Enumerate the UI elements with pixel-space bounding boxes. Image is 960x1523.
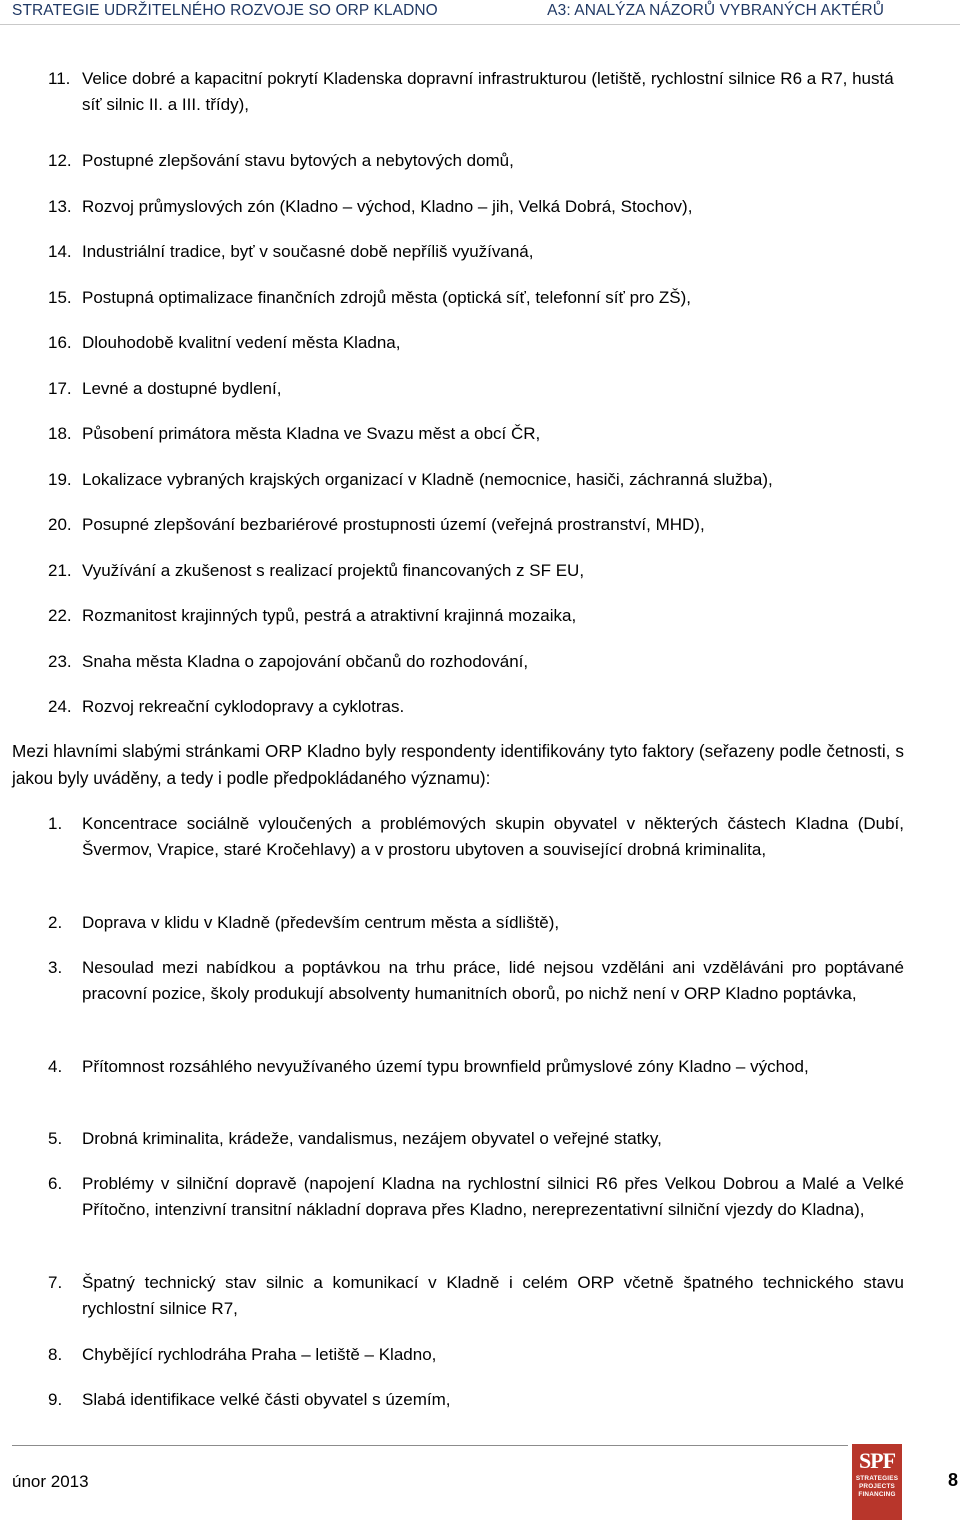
page-header [0,0,960,25]
list-item: 15. Postupná optimalizace finančních zdrojů města (optická síť, telefonní síť pro ZŠ), [48,287,691,307]
footer-divider [12,1445,848,1446]
list-item: 16. Dlouhodobě kvalitní vedení města Kladna, [48,333,401,352]
list-item: 13. Rozvoj průmyslových zón (Kladno – východ, Kladno – jih, Velká Dobrá, Stochov), [48,196,693,216]
strengths-list [0,66,960,740]
list-item: 9. Slabá identifikace velké části obyvatel s územím, [48,1390,451,1409]
list-item: 2. Doprava v klidu v Kladně (především centrum města a sídliště), [48,913,560,932]
weaknesses-intro-paragraph: Mezi hlavními slabými stránkami ORP Kladno byly respondenty identifikovány tyto faktory (seřazeny podle četnosti, s jakou byly uváděny, a tedy i podle předpokládaného významu): [12,741,904,788]
list-item: 21. Využívání a zkušenost s realizací projektů financovaných z SF EU, [48,560,585,580]
list-item: 6. Problémy v silniční dopravě (napojení Kladna na rychlostní silnici R6 přes Velkou Dobrou a Malé a Velké Přítočno, intenzivní transitní nákladní doprava přes Kladno, nereprezentativní silniční vjezdy do Kladna), [48,1174,904,1219]
list-item: 18. Působení primátora města Kladna ve Svazu měst a obcí ČR, [48,424,541,443]
list-item: 3. Nesoulad mezi nabídkou a poptávkou na trhu práce, lidé nejsou vzděláni ani vzděláváni pro poptávané pracovní pozice, školy produkují absolventy humanitních oborů, po nichž není v ORP Kladno poptávka, [48,958,904,1003]
list-item: 1. Koncentrace sociálně vyloučených a problémových skupin obyvatel v některých částech Kladna (Dubí, Švermov, Vrapice, staré Kročehlavy) a v prostoru ubytoven a související drobná kriminalita, [48,814,904,859]
list-item: 5. Drobná kriminalita, krádeže, vandalismus, nezájem obyvatel o veřejné statky, [48,1129,662,1148]
spf-logo: SPF STRATEGIES PROJECTS FINANCING [852,1444,902,1520]
list-item: 20. Posupné zlepšování bezbariérové prostupnosti území (veřejná prostranství, MHD), [48,515,705,534]
list-item: 11. Velice dobré a kapacitní pokrytí Kladenska dopravní infrastrukturou (letiště, rychlostní silnice R6 a R7, hustá síť silnic II. a III. třídy), [48,69,894,114]
list-item: 7. Špatný technický stav silnic a komunikací v Kladně i celém ORP včetně špatného technického stavu rychlostní silnice R7, [48,1273,904,1318]
list-item: 23. Snaha města Kladna o zapojování občanů do rozhodování, [48,651,529,671]
footer-date: únor 2013 [12,1472,89,1491]
list-item: 14. Industriální tradice, byť v současné době nepříliš využívaná, [48,242,534,261]
header-document-title: STRATEGIE UDRŽITELNÉHO ROZVOJE SO ORP KLADNO [12,2,438,19]
list-item: 4. Přítomnost rozsáhlého nevyužívaného území typu brownfield průmyslové zóny Kladno – východ, [48,1057,809,1076]
list-item: 12. Postupné zlepšování stavu bytových a nebytových domů, [48,151,514,170]
page-number: 8 [947,1470,958,1490]
weaknesses-list [0,811,960,1427]
list-item: 22. Rozmanitost krajinných typů, pestrá a atraktivní krajinná mozaika, [48,606,577,625]
list-item: 19. Lokalizace vybraných krajských organizací v Kladně (nemocnice, hasiči, záchranná služba), [48,469,773,489]
list-item: 8. Chybějící rychlodráha Praha – letiště – Kladno, [48,1345,437,1364]
list-item: 24. Rozvoj rekreační cyklodopravy a cyklotras. [48,697,405,716]
header-section-title: A3: ANALÝZA NÁZORŮ VYBRANÝCH AKTÉRŮ [547,2,884,19]
list-item: 17. Levné a dostupné bydlení, [48,378,282,398]
